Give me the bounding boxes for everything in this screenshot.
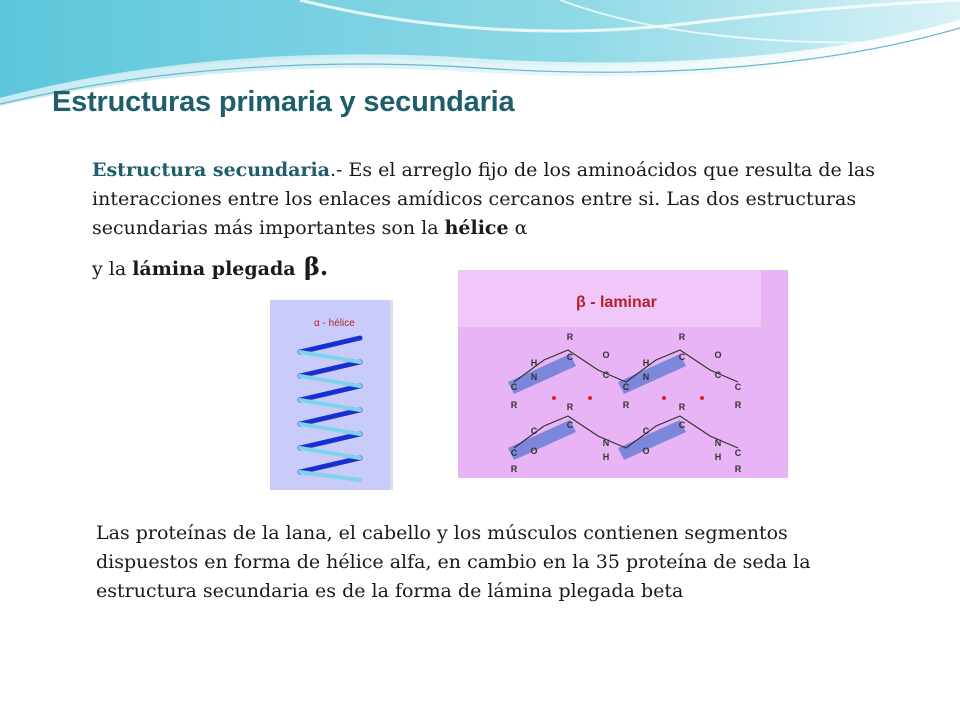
- sheet-atom-o: O: [530, 446, 538, 456]
- sheet-atom-r: R: [510, 464, 518, 474]
- lead-term: Estructura secundaria: [92, 159, 330, 181]
- sheet-atom-c: C: [602, 370, 610, 380]
- helix-term: hélice: [444, 217, 509, 239]
- sheet-atom-o: O: [642, 446, 650, 456]
- sheet-atom-n: N: [642, 372, 650, 382]
- sheet-term: lámina plegada: [132, 258, 296, 280]
- secondary-structure-paragraph: [92, 156, 892, 284]
- sheet-atom-c: C: [734, 448, 742, 458]
- lead-separator: .-: [330, 159, 349, 181]
- sheet-atom-r: R: [566, 402, 574, 412]
- sheet-atom-n: N: [602, 438, 610, 448]
- sheet-figure-label: β - laminar: [576, 294, 657, 311]
- sheet-atom-o: O: [602, 350, 610, 360]
- sheet-atom-r: R: [734, 400, 742, 410]
- beta-symbol: β.: [295, 252, 329, 281]
- slide-title: Estructuras primaria y secundaria: [52, 86, 515, 118]
- sheet-atom-c: C: [566, 420, 574, 430]
- helix-figure-label: α - hélice: [314, 318, 355, 329]
- sheet-atom-c: C: [510, 448, 518, 458]
- sheet-atom-c: C: [622, 382, 630, 392]
- sheet-atom-r: R: [678, 402, 686, 412]
- sheet-atom-r: R: [566, 332, 574, 342]
- sheet-atom-c: C: [734, 382, 742, 392]
- sheet-atom-h: H: [642, 358, 650, 368]
- sheet-atom-r: R: [678, 332, 686, 342]
- sheet-atom-c: C: [678, 352, 686, 362]
- helix-coil-drawing: [270, 300, 390, 490]
- sheet-atom-n: N: [714, 438, 722, 448]
- sheet-atom-c: C: [714, 370, 722, 380]
- sheet-atom-h: H: [530, 358, 538, 368]
- definition-text: Es el arreglo fijo de los aminoácidos que resulta de las interacciones entre los enlaces amídicos cercanos entre si. Las dos estructuras secundarias más importantes son la: [92, 159, 875, 239]
- examples-paragraph: Las proteínas de la lana, el cabello y los músculos contienen segmentos dispuestos en forma de hélice alfa, en cambio en la 35 proteína de seda la estructura secundaria es de la forma de lámina plegada beta: [96, 522, 811, 602]
- sheet-atom-r: R: [510, 400, 518, 410]
- sheet-atom-c: C: [678, 420, 686, 430]
- sheet-intro-text: y la: [92, 258, 133, 280]
- sheet-atom-h: H: [714, 452, 722, 462]
- sheet-atom-o: O: [714, 350, 722, 360]
- alpha-symbol: α: [508, 217, 528, 239]
- alpha-helix-figure: [270, 300, 393, 490]
- sheet-atom-r: R: [734, 464, 742, 474]
- beta-sheet-figure: [458, 270, 788, 478]
- sheet-atom-n: N: [530, 372, 538, 382]
- sheet-atom-c: C: [642, 426, 650, 436]
- sheet-atom-c: C: [530, 426, 538, 436]
- sheet-atom-c: C: [566, 352, 574, 362]
- beta-sheet-structure-drawing: [458, 270, 788, 478]
- sheet-atom-c: C: [510, 382, 518, 392]
- sheet-atom-h: H: [602, 452, 610, 462]
- sheet-atom-r: R: [622, 400, 630, 410]
